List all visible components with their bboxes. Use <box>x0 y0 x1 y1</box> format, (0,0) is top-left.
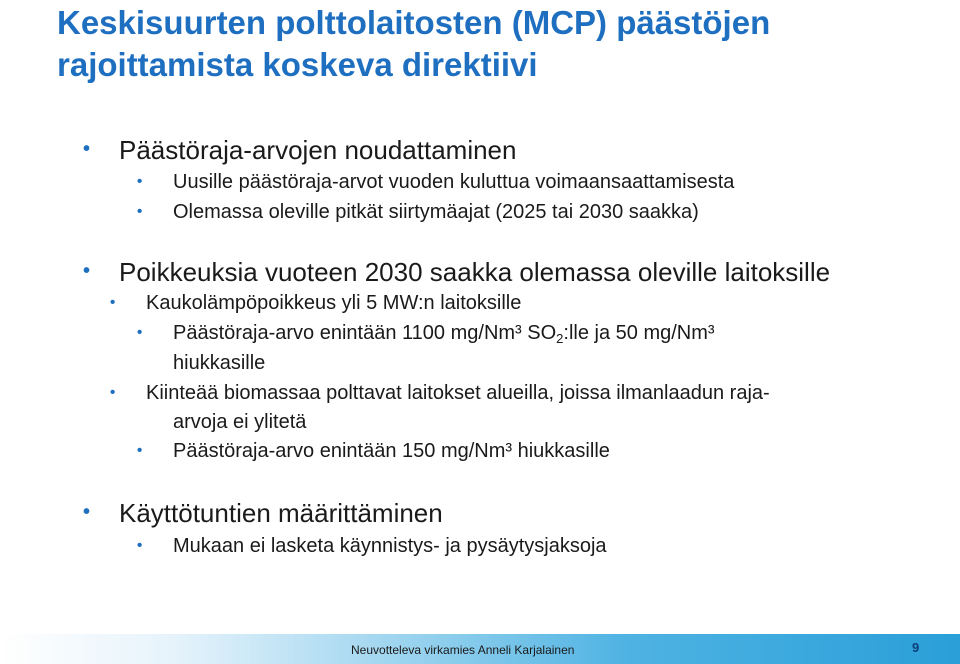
bullet-icon: • <box>83 138 91 160</box>
emission-limit-text-cont: :lle ja 50 mg/Nm³ <box>563 322 715 344</box>
bullet-icon: • <box>137 203 143 220</box>
bullet-level3 <box>173 320 715 352</box>
bullet-level1: Päästöraja-arvojen noudattaminen <box>119 135 517 165</box>
bullet-icon: • <box>137 324 143 341</box>
bullet-level3-continuation: hiukkasille <box>173 352 266 374</box>
bullet-level1: Käyttötuntien määrittäminen <box>119 498 443 528</box>
bullet-level2: Kiinteää biomassaa polttavat laitokset alueilla, joissa ilmanlaadun raja- <box>146 382 770 404</box>
slide-title: Keskisuurten polttolaitosten (MCP) päästöjen rajoittamista koskeva direktiivi <box>57 4 771 83</box>
bullet-level2-continuation: arvoja ei ylitetä <box>173 411 307 433</box>
bullet-icon: • <box>110 384 116 401</box>
bullet-icon: • <box>137 173 143 190</box>
emission-limit-text: Päästöraja-arvo enintään 1100 mg/Nm³ SO <box>173 322 557 344</box>
bullet-level2: Mukaan ei lasketa käynnistys- ja pysäytysjaksoja <box>173 535 607 557</box>
bullet-icon: • <box>137 442 143 459</box>
bullet-level2: Olemassa oleville pitkät siirtymäajat (2025 tai 2030 saakka) <box>173 201 699 223</box>
footer-author: Neuvotteleva virkamies Anneli Karjalainen <box>351 643 575 657</box>
bullet-icon: • <box>83 501 91 523</box>
bullet-level2: Kaukolämpöpoikkeus yli 5 MW:n laitoksille <box>146 292 522 314</box>
bullet-level1: Poikkeuksia vuoteen 2030 saakka olemassa oleville laitoksille <box>119 257 831 287</box>
subscript-2: 2 <box>556 331 564 346</box>
bullet-icon: • <box>137 537 143 554</box>
bullet-level3: Päästöraja-arvo enintään 150 mg/Nm³ hiukkasille <box>173 440 610 462</box>
bullet-level2: Uusille päästöraja-arvot vuoden kuluttua voimaansaattamisesta <box>173 171 735 193</box>
bullet-icon: • <box>83 260 91 282</box>
page-number: 9 <box>912 640 920 655</box>
bullet-icon: • <box>110 294 116 311</box>
